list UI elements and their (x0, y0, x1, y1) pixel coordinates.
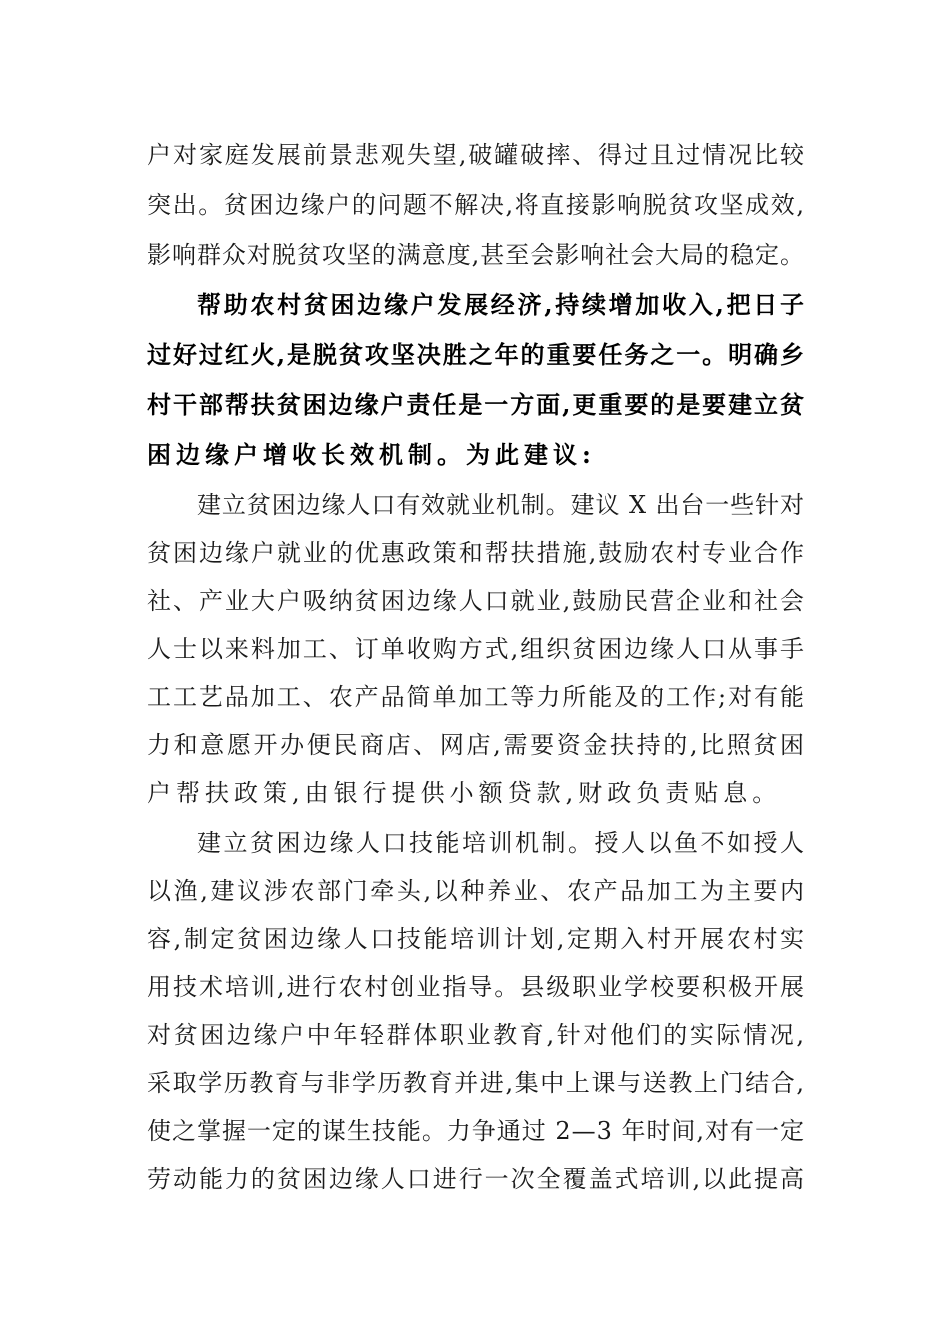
paragraph-context-line (0, 235, 950, 275)
text-line: 户对家庭发展前景悲观失望,破罐破摔、得过且过情况比较 (147, 141, 806, 169)
text-line: 建立贫困边缘人口技能培训机制。授人以鱼不如授人 (197, 829, 807, 857)
text-line: 村干部帮扶贫困边缘户责任是一方面,更重要的是要建立贫 (147, 390, 806, 419)
paragraph-summary-bold-line (0, 285, 950, 325)
text-line: 用技术培训,进行农村创业指导。县级职业学校要积极开展 (147, 973, 806, 1001)
text-line: 过好过红火,是脱贫攻坚决胜之年的重要任务之一。明确乡 (147, 340, 806, 369)
paragraph-training-line (0, 823, 950, 863)
paragraph-employment-line (0, 533, 950, 573)
text-line: 使之掌握一定的谋生技能。力争通过 2—3 年时间,对有一定 (147, 1117, 805, 1145)
paragraph-training-line (0, 871, 950, 911)
paragraph-training-line (0, 1159, 950, 1199)
paragraph-summary-bold-line (0, 385, 950, 425)
text-line: 以渔,建议涉农部门牵头,以种养业、农产品加工为主要内 (147, 877, 807, 905)
text-line: 对贫困边缘户中年轻群体职业教育,针对他们的实际情况, (147, 1021, 807, 1049)
paragraph-summary-bold-line (0, 435, 950, 475)
text-line: 困边缘户增收长效机制。为此建议: (147, 440, 596, 469)
paragraph-training-line (0, 1111, 950, 1151)
text-line: 帮助农村贫困边缘户发展经济,持续增加收入,把日子 (197, 290, 807, 319)
paragraph-training-line (0, 1015, 950, 1055)
text-line: 影响群众对脱贫攻坚的满意度,甚至会影响社会大局的稳定。 (147, 241, 805, 269)
paragraph-employment-line (0, 773, 950, 813)
paragraph-context-line (0, 135, 950, 175)
text-line: 采取学历教育与非学历教育并进,集中上课与送教上门结合, (147, 1069, 806, 1097)
paragraph-employment-line (0, 581, 950, 621)
paragraph-employment-line (0, 677, 950, 717)
text-line: 突出。贫困边缘户的问题不解决,将直接影响脱贫攻坚成效, (147, 191, 806, 219)
text-line: 贫困边缘户就业的优惠政策和帮扶措施,鼓励农村专业合作 (147, 539, 806, 567)
paragraph-employment-line (0, 629, 950, 669)
text-line: 容,制定贫困边缘人口技能培训计划,定期入村开展农村实 (147, 925, 807, 953)
paragraph-training-line (0, 967, 950, 1007)
paragraph-summary-bold-line (0, 335, 950, 375)
paragraph-training-line (0, 919, 950, 959)
text-line: 建立贫困边缘人口有效就业机制。建议 X 出台一些针对 (197, 491, 805, 519)
text-line: 人士以来料加工、订单收购方式,组织贫困边缘人口从事手 (147, 635, 806, 663)
text-line: 劳动能力的贫困边缘人口进行一次全覆盖式培训,以此提高 (147, 1165, 806, 1193)
text-line: 户帮扶政策,由银行提供小额贷款,财政负责贴息。 (147, 779, 782, 807)
text-line: 社、产业大户吸纳贫困边缘人口就业,鼓励民营企业和社会 (147, 587, 806, 615)
text-line: 力和意愿开办便民商店、网店,需要资金扶持的,比照贫困 (147, 731, 807, 759)
paragraph-employment-line (0, 485, 950, 525)
paragraph-context-line (0, 185, 950, 225)
paragraph-employment-line (0, 725, 950, 765)
paragraph-training-line (0, 1063, 950, 1103)
text-line: 工工艺品加工、农产品简单加工等力所能及的工作;对有能 (147, 683, 806, 711)
